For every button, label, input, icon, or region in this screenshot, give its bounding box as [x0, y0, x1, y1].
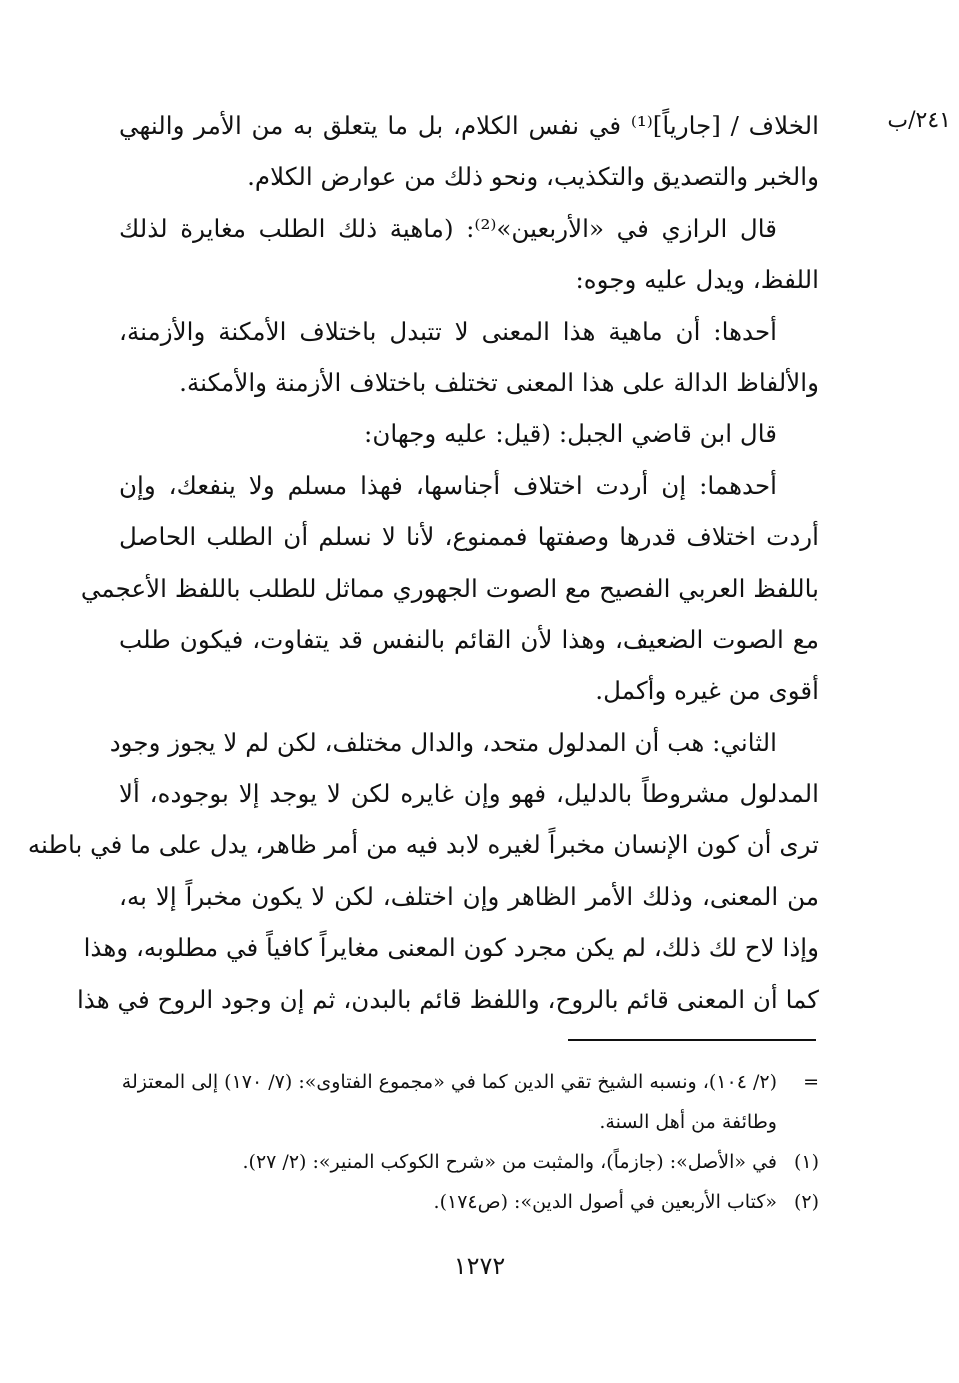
- footnote-number: (١): [793, 1151, 819, 1173]
- text-line: كما أن المعنى قائم بالروح، واللفظ قائم بالبدن، ثم إن وجود الروح في هذا: [76, 984, 819, 1014]
- footnote-2: [119, 1182, 819, 1222]
- text-line: أردت اختلاف قدرها وصفتها فممنوع، لأنا لا نسلم أن الطلب الحاصل: [119, 522, 819, 552]
- text-line: والخبر والتصديق والتكذيب، ونحو ذلك من عوارض الكلام.: [247, 162, 819, 192]
- text-line: اللفظ، ويدل عليه وجوه:: [575, 265, 819, 295]
- text-line: وإذا لاح لك ذلك، لم يكن مجرد كون المعنى مغايراً كافياً في مطلوبه، وهذا: [83, 933, 819, 963]
- text-line: والألفاظ الدالة على هذا المعنى تختلف باختلاف الأزمنة والأمكنة.: [179, 367, 819, 397]
- text-line: أقوى من غيره وأكمل.: [595, 676, 819, 706]
- text-line: الخلاف / [جارياً]⁽¹⁾ في نفس الكلام، بل ما يتعلق به من الأمر والنهي: [119, 111, 819, 140]
- footnote-text: «كتاب الأربعين في أصول الدين»: (ص١٧٤).: [433, 1191, 777, 1213]
- text-line: أحدها: أن ماهية هذا المعنى لا تتبدل باختلاف الأمكنة والأزمنة،: [119, 316, 777, 346]
- footnote-separator: [568, 1039, 816, 1041]
- footnote-text: وطائفة من أهل السنة.: [599, 1111, 777, 1133]
- continuation-mark: =: [803, 1071, 819, 1093]
- footnote-continuation: [119, 1062, 819, 1102]
- text-line: قال الرازي في «الأربعين»⁽²⁾: (ماهية ذلك الطلب مغايرة لذلك: [119, 213, 778, 243]
- text-line: من المعنى، وذلك الأمر الظاهر وإن اختلف، لكن لا يكون مخبراً إلا به،: [119, 881, 819, 911]
- footnote-1: [119, 1142, 819, 1182]
- text-line: قال ابن قاضي الجبل: (قيل: عليه وجهان:: [364, 419, 777, 449]
- main-text: [27, 100, 819, 1025]
- page-number: ١٢٧٢: [453, 1252, 506, 1280]
- text-line: باللفظ العربي الفصيح مع الصوت الجهوري مماثل للطلب باللفظ الأعجمي: [80, 573, 819, 603]
- text-line: المدلول مشروطاً بالدليل، فهو وإن غايره لكن لا يوجد إلا بوجوده، ألا: [119, 779, 819, 809]
- text-line: الثاني: هب أن المدلول متحد، والدال مختلف، لكن لم لا يجوز وجود: [109, 727, 777, 757]
- footnotes: [119, 1062, 819, 1222]
- footnote-text: في «الأصل»: (جازماً)، والمثبت من «شرح الكوكب المنير»: (٢/ ٢٧).: [242, 1151, 777, 1173]
- footnote-number: (٢): [793, 1191, 819, 1213]
- text-line: مع الصوت الضعيف، وهذا لأن القائم بالنفس قد يتفاوت، فيكون طلب: [119, 624, 819, 654]
- margin-folio-reference: ٢٤١/ب: [887, 108, 951, 133]
- footnote-text: (٢/ ١٠٤)، ونسبه الشيخ تقي الدين كما في «مجموع الفتاوى»: (٧/ ١٧٠) إلى المعتزلة: [121, 1071, 777, 1093]
- text-line: ترى أن كون الإنسان مخبراً لغيره لابد فيه من أمر ظاهر، يدل على ما في باطنه: [27, 830, 819, 860]
- text-line: أحدهما: إن أردت اختلاف أجناسها، فهذا مسلم ولا ينفعك، وإن: [119, 470, 777, 500]
